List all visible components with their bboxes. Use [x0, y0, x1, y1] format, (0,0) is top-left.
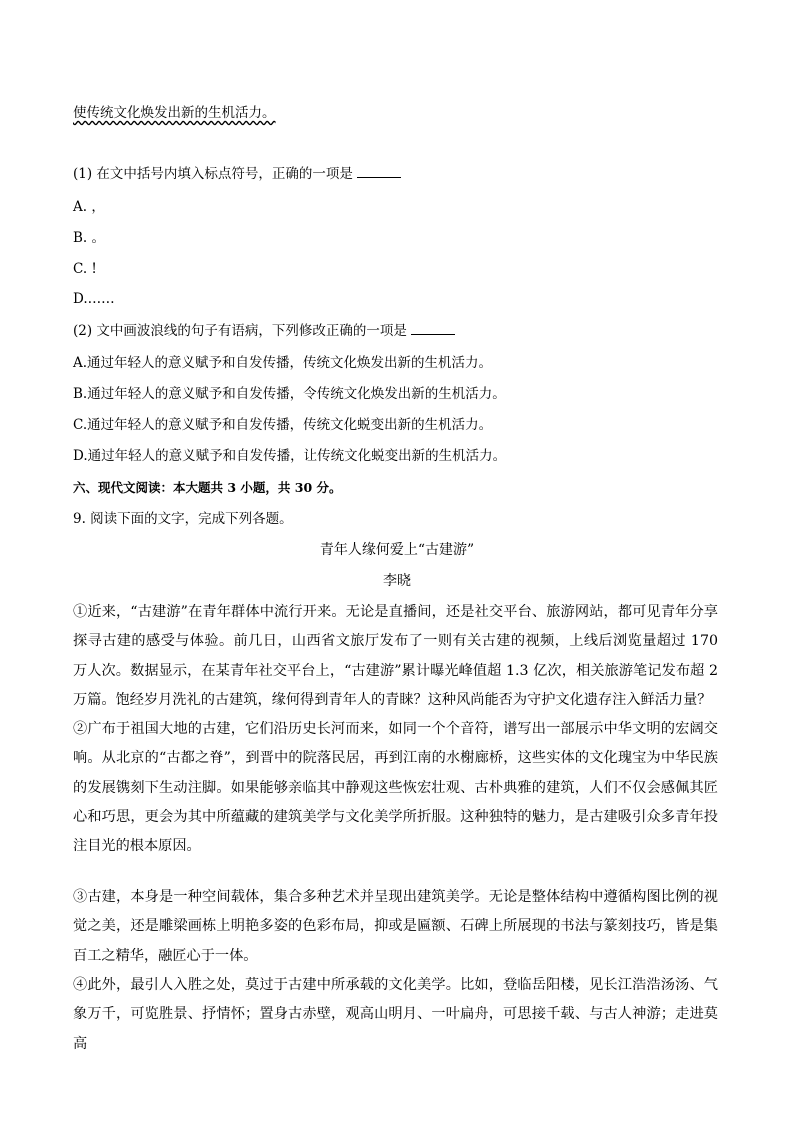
article-paragraph-4: ④此外，最引人入胜之处，莫过于古建中所承载的文化美学。比如，登临岳阳楼，见长江浩浩汤汤、气象万千，可览胜景、抒情怀；置身古赤壁，观高山明月、一叶扁舟，可思接千载、与古人神游；走进莫高	[73, 977, 718, 1052]
article-paragraph-2: ②广布于祖国大地的古建，它们沿历史长河而来，如同一个个音符，谱写出一部展示中华文明的宏阔交响。从北京的“古都之脊”，到晋中的院落民居，再到江南的水榭廊桥，这些实体的文化瑰宝为中华民族的发展镌刻下生动注脚。如果能够亲临其中静观这些恢宏壮观、古朴典雅的建筑，人们不仅会感佩其匠心和巧思，更会为其中所蕴藏的建筑美学与文化美学所折服。这种独特的魅力，是古建吸引众多青年投注目光的根本原因。	[73, 721, 718, 855]
q2-option-b[interactable]: B.通过年轻人的意义赋予和自发传播，令传统文化焕发出新的生机活力。	[73, 386, 506, 402]
q2-option-d[interactable]: D.通过年轻人的意义赋予和自发传播，让传统文化蜕变出新的生机活力。	[73, 448, 507, 464]
section-heading: 六、现代文阅读：本大题共 3 小题，共 30 分。	[73, 480, 342, 495]
answer-blank-1[interactable]	[357, 165, 401, 178]
question-2-stem	[73, 322, 455, 340]
article-paragraph-3: ③古建，本身是一种空间载体，集合多种艺术并呈现出建筑美学。无论是整体结构中遵循构图比例的视觉之美，还是雕梁画栋上明艳多姿的色彩布局，抑或是匾额、石碑上所展现的书法与篆刻技巧，皆是集百工之精华，融匠心于一体。	[73, 889, 718, 964]
question-9-prompt: 9. 阅读下面的文字，完成下列各题。	[73, 511, 293, 527]
wavy-underlined-sentence: 使传统文化焕发出新的生机活力。	[73, 105, 276, 121]
question-1-text: (1) 在文中括号内填入标点符号，正确的一项是	[73, 166, 353, 182]
q1-option-d[interactable]: D.……	[73, 291, 115, 307]
answer-blank-2[interactable]	[411, 322, 455, 335]
q1-option-c[interactable]: C. !	[73, 261, 97, 277]
q2-option-c[interactable]: C.通过年轻人的意义赋予和自发传播，传统文化蜕变出新的生机活力。	[73, 417, 493, 433]
question-1-stem	[73, 165, 401, 183]
q1-option-b[interactable]: B. 。	[73, 230, 106, 246]
question-2-text: (2) 文中画波浪线的句子有语病，下列修改正确的一项是	[73, 323, 407, 339]
q1-option-a[interactable]: A. ，	[73, 199, 105, 215]
article-author: 李晓	[383, 573, 411, 589]
article-title: 青年人缘何爱上“古建游”	[319, 542, 475, 558]
q2-option-a[interactable]: A.通过年轻人的意义赋予和自发传播，传统文化焕发出新的生机活力。	[73, 355, 493, 371]
article-paragraph-1: ①近来，“古建游”在青年群体中流行开来。无论是直播间，还是社交平台、旅游网站，都可见青年分享探寻古建的感受与体验。前几日，山西省文旅厅发布了一则有关古建的视频，上线后浏览量超过 170 万人次。数据显示，在某青年社交平台上，“古建游”累计曝光峰值超 1.3 亿次，相关旅游笔记发布超 2万篇。饱经岁月洗礼的古建筑，缘何得到青年人的青睐？这种风尚能否为守护文化遗存注入鲜活力量？	[73, 604, 718, 708]
